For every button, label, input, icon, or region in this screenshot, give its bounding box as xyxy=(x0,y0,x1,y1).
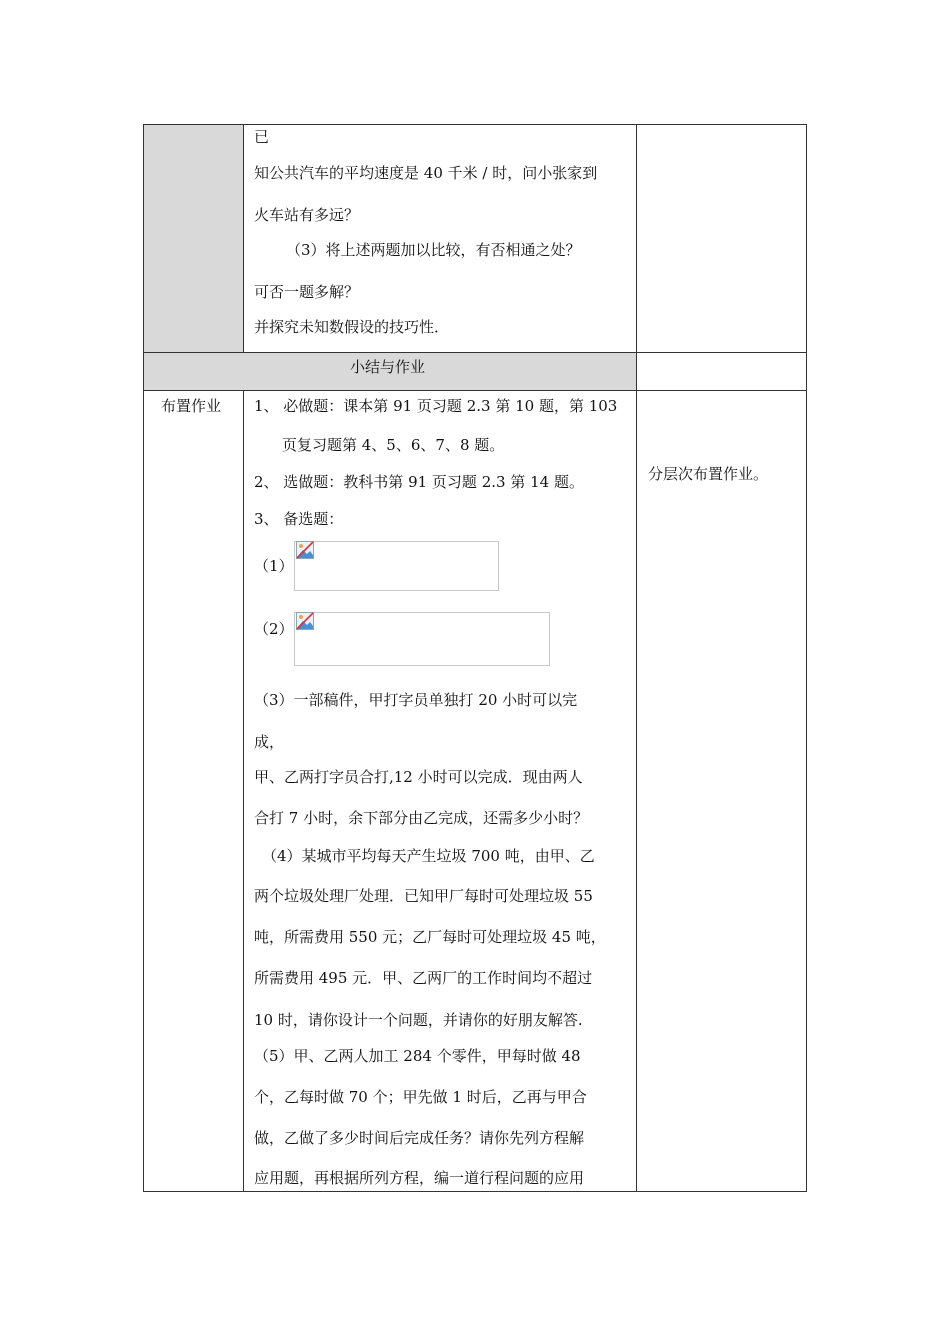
homework-line-12: 两个垃圾处理厂处理．已知甲厂每时可处理垃圾 55 xyxy=(254,887,593,905)
section-title: 小结与作业 xyxy=(350,358,426,376)
homework-line-16: （5）甲、乙两人加工 284 个零件，甲每时做 48 xyxy=(254,1047,581,1065)
row1-line-1: 已 xyxy=(254,128,270,146)
image-placeholder-2 xyxy=(294,612,550,666)
homework-item-2-label: （2） xyxy=(254,620,294,638)
homework-label: 布置作业 xyxy=(161,397,222,415)
homework-note: 分层次布置作业。 xyxy=(648,465,769,483)
image-placeholder-1 xyxy=(294,541,499,591)
homework-line-3: 2、 选做题：教科书第 91 页习题 2.3 第 14 题。 xyxy=(254,473,584,491)
row1-line-3: 火车站有多远？ xyxy=(254,206,360,224)
homework-line-9: 甲、乙两打字员合打,12 小时可以完成．现由两人 xyxy=(254,768,583,786)
row1-line-2: 知公共汽车的平均速度是 40 千米 / 时，问小张家到 xyxy=(254,164,598,182)
homework-line-11: （4）某城市平均每天产生垃圾 700 吨，由甲、乙 xyxy=(262,847,595,865)
row-divider-1 xyxy=(143,352,807,353)
row-divider-2 xyxy=(143,390,807,391)
column-divider-2 xyxy=(636,124,637,1192)
homework-line-1: 1、 必做题：课本第 91 页习题 2.3 第 10 题，第 103 xyxy=(254,397,618,415)
homework-line-7: （3）一部稿件，甲打字员单独打 20 小时可以完 xyxy=(254,691,578,709)
row1-line-4: （3）将上述两题加以比较，有否相通之处？ xyxy=(286,241,581,259)
row1-line-5: 可否一题多解？ xyxy=(254,283,360,301)
homework-line-15: 10 时，请你设计一个问题，并请你的好朋友解答. xyxy=(254,1011,583,1029)
homework-line-2: 页复习题第 4、5、6、7、8 题。 xyxy=(282,436,505,454)
homework-line-8: 成， xyxy=(254,733,285,751)
homework-line-4: 3、 备选题： xyxy=(254,510,344,528)
homework-item-1-label: （1） xyxy=(254,557,294,575)
homework-line-18: 做，乙做了多少时间后完成任务？请你先列方程解 xyxy=(254,1129,585,1147)
homework-line-10: 合打 7 小时，余下部分由乙完成，还需多少小时？ xyxy=(254,809,589,827)
column-divider-1 xyxy=(243,124,244,352)
broken-image-icon xyxy=(296,612,314,630)
broken-image-icon xyxy=(296,541,314,559)
homework-line-14: 所需费用 495 元．甲、乙两厂的工作时间均不超过 xyxy=(254,969,593,987)
homework-line-17: 个，乙每时做 70 个；甲先做 1 时后，乙再与甲合 xyxy=(254,1088,587,1106)
column-divider-1b xyxy=(243,390,244,1192)
row1-label-cell xyxy=(144,125,243,352)
row1-line-6: 并探究未知数假设的技巧性． xyxy=(254,318,450,336)
homework-line-19: 应用题，再根据所列方程，编一道行程问题的应用 xyxy=(254,1169,585,1187)
homework-line-13: 吨，所需费用 550 元；乙厂每时可处理垃圾 45 吨， xyxy=(254,928,606,946)
